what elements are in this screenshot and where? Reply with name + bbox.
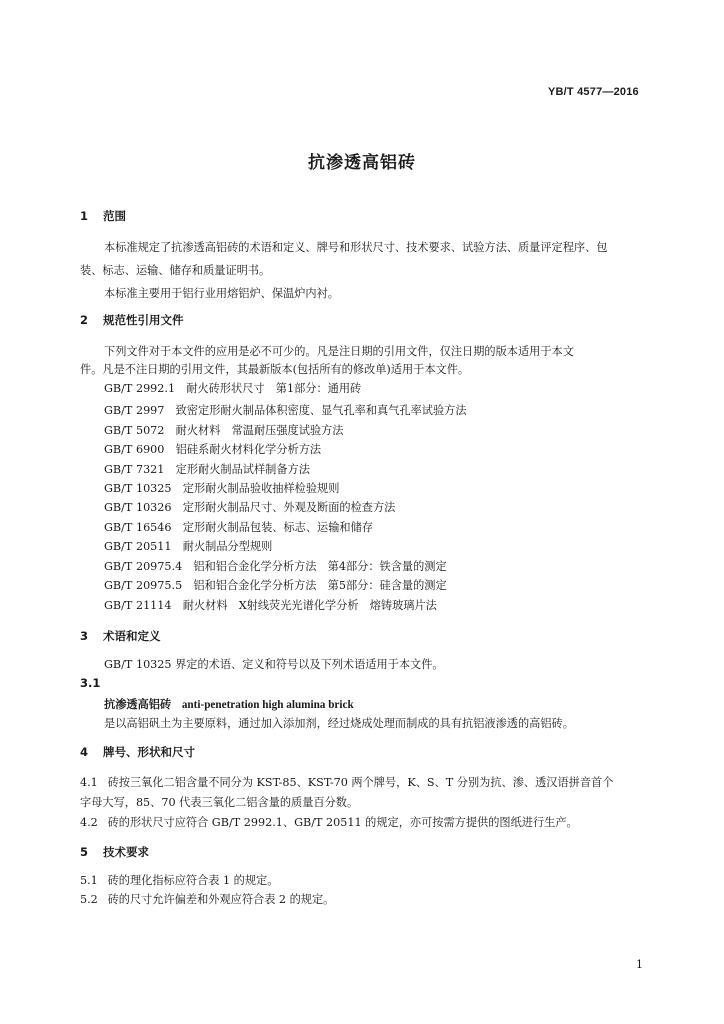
clause-5-1: [80, 872, 278, 888]
reference-code: GB/T 10325: [104, 482, 172, 495]
reference-title: 铝硅系耐火材料化学分析方法: [175, 443, 322, 456]
reference-title: 定形耐火制品试样制备方法: [175, 463, 310, 476]
section-title: 术语和定义: [103, 629, 161, 643]
reference-item: [104, 380, 361, 396]
reference-title: 耐火制品分型规则: [182, 540, 273, 553]
reference-item: [104, 441, 321, 457]
reference-title: 耐火砖形状尺寸 第1部分：通用砖: [186, 382, 362, 395]
reference-title: 铝和铝合金化学分析方法 第5部分：硅含量的测定: [193, 579, 447, 592]
reference-code: GB/T 5072: [104, 424, 165, 437]
reference-title: 定形耐火制品验收抽样检验规则: [182, 482, 340, 495]
reference-code: GB/T 20511: [104, 540, 172, 553]
section-title: 范围: [103, 209, 126, 223]
section-3-heading: [80, 628, 161, 644]
reference-item: [104, 597, 437, 613]
reference-title: 致密定形耐火制品体积密度、显气孔率和真气孔率试验方法: [175, 404, 467, 417]
reference-code: GB/T 2997: [104, 404, 165, 417]
reference-code: GB/T 20975.5: [104, 579, 183, 592]
section-number: 2: [80, 313, 89, 327]
reference-code: GB/T 2992.1: [104, 382, 176, 395]
reference-code: GB/T 21114: [104, 599, 172, 612]
clause-text: 砖按三氧化二铝含量不同分为 KST-85、KST-70 两个牌号，K、S、T 分别为抗、渗、透汉语拼音首个: [107, 776, 614, 789]
reference-code: GB/T 6900: [104, 443, 165, 456]
clause-4-2: [80, 814, 578, 830]
reference-title: 定形耐火制品尺寸、外观及断面的检查方法: [182, 501, 396, 514]
section-title: 规范性引用文件: [103, 313, 184, 327]
clause-4-1: [80, 774, 613, 790]
reference-item: [104, 499, 395, 515]
reference-code: GB/T 20975.4: [104, 560, 183, 573]
reference-item: [104, 461, 310, 477]
reference-item: [104, 422, 343, 438]
paragraph-line: 下列文件对于本文件的应用是必不可少的。凡是注日期的引用文件，仅注日期的版本适用于本文: [104, 345, 574, 358]
clause-number: 4.2: [80, 816, 98, 829]
section-1-heading: [80, 208, 126, 224]
section-number: 1: [80, 209, 89, 223]
clause-text: 砖的尺寸允许偏差和外观应符合表 2 的规定。: [107, 893, 335, 906]
reference-item: [104, 558, 447, 574]
page-number: 1: [636, 958, 643, 971]
term-definition: 是以高铝矾土为主要原料，通过加入添加剂，经过烧成处理而制成的具有抗铝液渗透的高铝砖。: [104, 717, 574, 730]
clause-text: 砖的形状尺寸应符合 GB/T 2992.1、GB/T 20511 的规定，亦可按需方提供的图纸进行生产。: [107, 816, 578, 829]
clause-number: 3.1: [80, 676, 101, 690]
reference-title: 铝和铝合金化学分析方法 第4部分：铁含量的测定: [193, 560, 447, 573]
reference-item: [104, 402, 467, 418]
clause-number: 5.2: [80, 893, 98, 906]
reference-code: GB/T 10326: [104, 501, 172, 514]
reference-item: [104, 577, 447, 593]
section-title: 牌号、形状和尺寸: [103, 745, 195, 759]
reference-item: [104, 519, 373, 535]
clause-text: 砖的理化指标应符合表 1 的规定。: [107, 874, 279, 887]
section-4-heading: [80, 744, 195, 760]
paragraph-line: 件。凡是不注日期的引用文件，其最新版本(包括所有的修改单)适用于本文件。: [80, 363, 470, 376]
section-5-heading: [80, 844, 149, 860]
paragraph-line: 本标准主要用于铝行业用熔铝炉、保温炉内衬。: [104, 287, 339, 300]
paragraph-line: GB/T 10325 界定的术语、定义和符号以及下列术语适用于本文件。: [104, 658, 444, 671]
section-number: 5: [80, 845, 89, 859]
reference-title: 定形耐火制品包装、标志、运输和储存: [182, 521, 373, 534]
standard-number: YB/T 4577—2016: [548, 86, 639, 98]
term-chinese: 抗渗透高铝砖: [104, 698, 172, 711]
document-title: 抗渗透高铝砖: [308, 153, 416, 173]
reference-item: [104, 480, 339, 496]
section-2-heading: [80, 312, 184, 328]
reference-item: [104, 538, 272, 554]
clause-5-2: [80, 891, 334, 907]
paragraph-line: 字母大写，85、70 代表三氧化二铝含量的质量百分数。: [80, 796, 359, 809]
reference-title: 耐火材料 X射线荧光光谱化学分析 熔铸玻璃片法: [182, 599, 437, 612]
clause-number: 5.1: [80, 874, 98, 887]
reference-code: GB/T 16546: [104, 521, 172, 534]
section-number: 4: [80, 745, 89, 759]
term-english: anti-penetration high alumina brick: [181, 699, 354, 711]
clause-number: 4.1: [80, 776, 98, 789]
term-entry: [104, 696, 354, 712]
section-number: 3: [80, 629, 89, 643]
paragraph-line: 本标准规定了抗渗透高铝砖的术语和定义、牌号和形状尺寸、技术要求、试验方法、质量评定程序、包: [104, 241, 608, 254]
reference-code: GB/T 7321: [104, 463, 165, 476]
paragraph-line: 装、标志、运输、储存和质量证明书。: [80, 264, 271, 277]
section-title: 技术要求: [103, 845, 149, 859]
reference-title: 耐火材料 常温耐压强度试验方法: [175, 424, 344, 437]
